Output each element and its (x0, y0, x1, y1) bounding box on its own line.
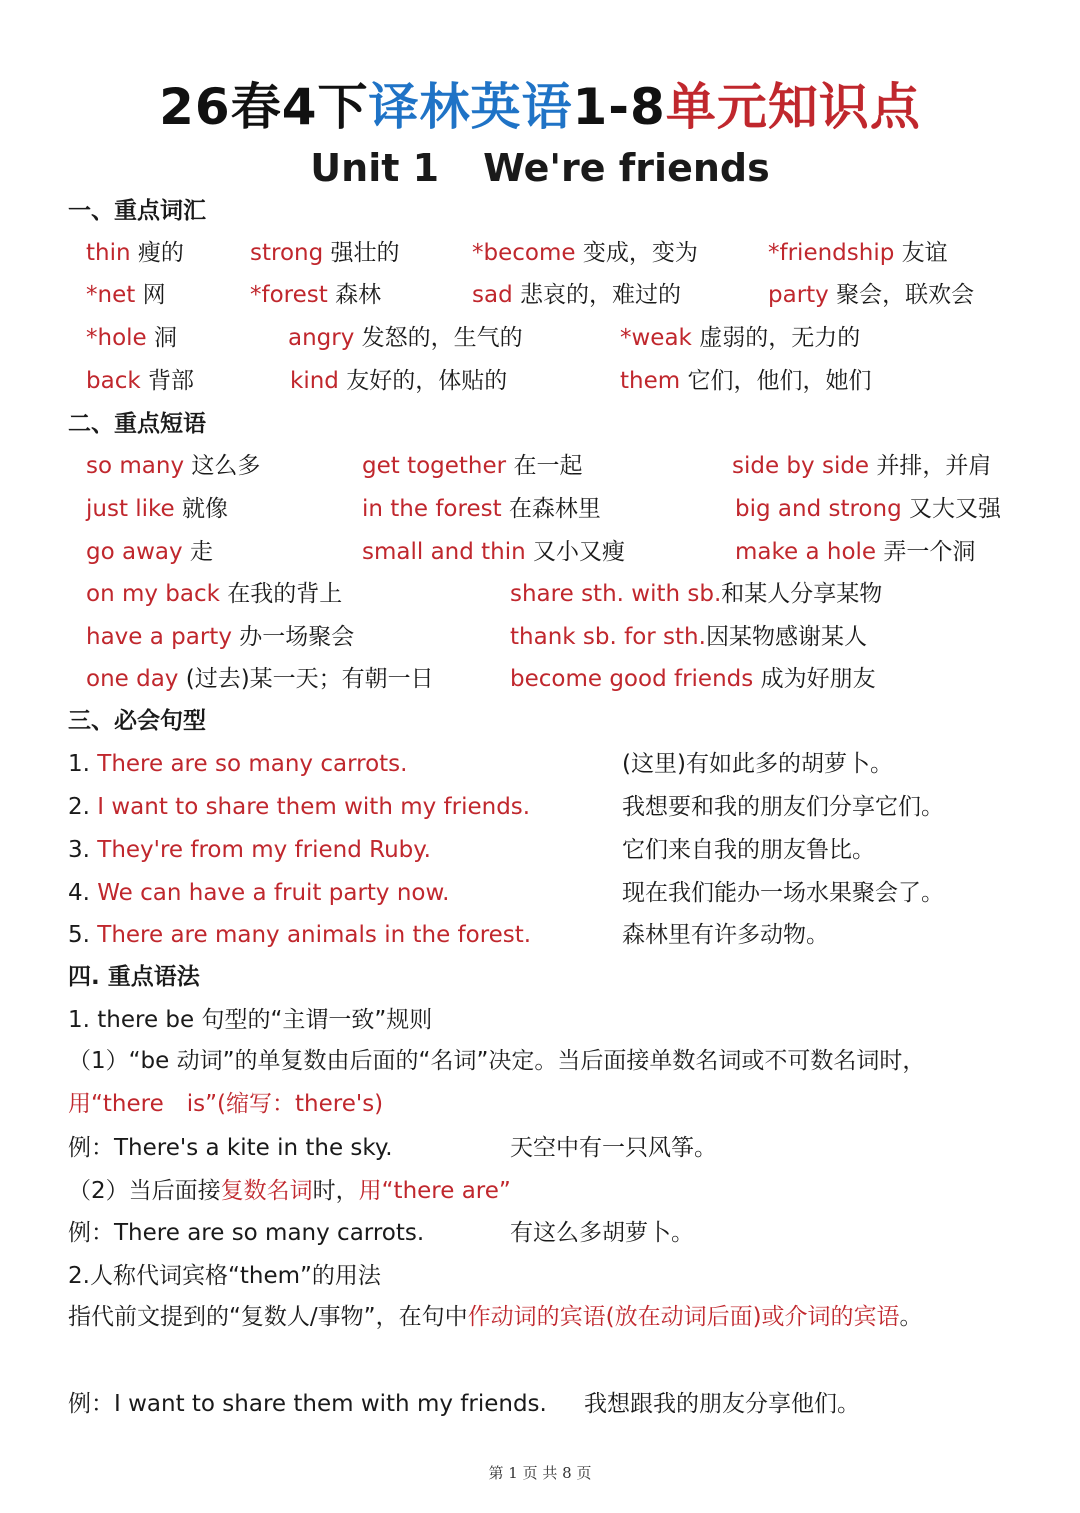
grammar-rule-1-paragraph-2: （2）当后面接复数名词时，用“there are” (68, 1178, 511, 1204)
vocab-item: party 聚会，联欢会 (768, 282, 975, 308)
phrase-item: become good friends 成为好朋友 (510, 666, 876, 692)
example-1-translation: 天空中有一只风筝。 (510, 1135, 717, 1161)
unit-label: Unit 1 (310, 146, 440, 190)
vocab-item: kind 友好的，体贴的 (290, 368, 508, 394)
example-1: 例：There's a kite in the sky. (68, 1135, 393, 1161)
page-title (0, 72, 1080, 142)
phrase-item: so many 这么多 (86, 453, 261, 479)
unit-heading (0, 142, 1080, 194)
title-part-knowledge: 单元知识点 (665, 78, 921, 136)
phrase-item: go away 走 (86, 539, 213, 565)
section-vocab-heading: 一、重点词汇 (68, 198, 206, 224)
phrase-item: get together 在一起 (362, 453, 583, 479)
phrase-item: one day (过去)某一天；有朝一日 (86, 666, 434, 692)
phrase-item: just like 就像 (86, 496, 229, 522)
phrase-item: big and strong 又大又强 (735, 496, 1001, 522)
phrase-item: have a party 办一场聚会 (86, 624, 355, 650)
sentence-en: 5. There are many animals in the forest. (68, 922, 532, 948)
vocab-item: them 它们，他们，她们 (620, 368, 872, 394)
vocab-item: back 背部 (86, 368, 194, 394)
vocab-item: *become 变成，变为 (472, 240, 698, 266)
sentence-cn: 我想要和我的朋友们分享它们。 (622, 794, 944, 820)
section-sentences-heading: 三、必会句型 (68, 708, 206, 734)
vocab-item: sad 悲哀的，难过的 (472, 282, 681, 308)
title-part-textbook: 译林英语 (368, 78, 573, 136)
sentence-cn: 现在我们能办一场水果聚会了。 (622, 880, 944, 906)
section-phrases-heading: 二、重点短语 (68, 411, 206, 437)
sentence-en: 4. We can have a fruit party now. (68, 880, 450, 906)
grammar-rule-2-paragraph: 指代前文提到的“复数人/事物”，在句中作动词的宾语(放在动词后面)或介词的宾语。 (68, 1304, 923, 1330)
phrase-item: make a hole 弄一个洞 (735, 539, 976, 565)
grammar-rule-1-paragraph-1: （1）“be 动词”的单复数由后面的“名词”决定。当后面接单数名词或不可数名词时，用“there is”(缩写：there's) (68, 1048, 926, 1117)
sentence-en: 2. I want to share them with my friends. (68, 794, 531, 820)
unit-name: We're friends (483, 146, 770, 190)
example-3-translation: 我想跟我的朋友分享他们。 (584, 1391, 860, 1417)
example-3: 例：I want to share them with my friends. (68, 1391, 547, 1417)
vocab-item: angry 发怒的，生气的 (288, 325, 523, 351)
title-part-term: 26春4下 (159, 78, 369, 136)
phrase-item: on my back 在我的背上 (86, 581, 343, 607)
page-footer: 第 1 页 共 8 页 (488, 1464, 592, 1482)
sentence-cn: 森林里有许多动物。 (622, 922, 829, 948)
vocab-item: *forest 森林 (250, 282, 382, 308)
phrase-item: small and thin 又小又瘦 (362, 539, 626, 565)
grammar-rule-2-title: 2.人称代词宾格“them”的用法 (68, 1263, 381, 1289)
vocab-item: *hole 洞 (86, 325, 178, 351)
phrase-item: side by side 并排，并肩 (732, 453, 992, 479)
title-part-range: 1-8 (572, 78, 666, 136)
vocab-item: *friendship 友谊 (768, 240, 948, 266)
example-2-translation: 有这么多胡萝卜。 (510, 1220, 694, 1246)
vocab-item: strong 强壮的 (250, 240, 400, 266)
vocab-item: *net 网 (86, 282, 166, 308)
sentence-cn: (这里)有如此多的胡萝卜。 (622, 751, 893, 777)
section-grammar-heading: 四. 重点语法 (68, 964, 200, 990)
phrase-item: share sth. with sb.和某人分享某物 (510, 581, 883, 607)
vocab-item: *weak 虚弱的，无力的 (620, 325, 861, 351)
grammar-rule-1-title: 1. there be 句型的“主谓一致”规则 (68, 1007, 433, 1033)
phrase-item: in the forest 在森林里 (362, 496, 601, 522)
sentence-en: 3. They're from my friend Ruby. (68, 837, 431, 863)
sentence-en: 1. There are so many carrots. (68, 751, 408, 777)
example-2: 例：There are so many carrots. (68, 1220, 425, 1246)
vocab-item: thin 瘦的 (86, 240, 184, 266)
phrase-item: thank sb. for sth.因某物感谢某人 (510, 624, 867, 650)
sentence-cn: 它们来自我的朋友鲁比。 (622, 837, 875, 863)
